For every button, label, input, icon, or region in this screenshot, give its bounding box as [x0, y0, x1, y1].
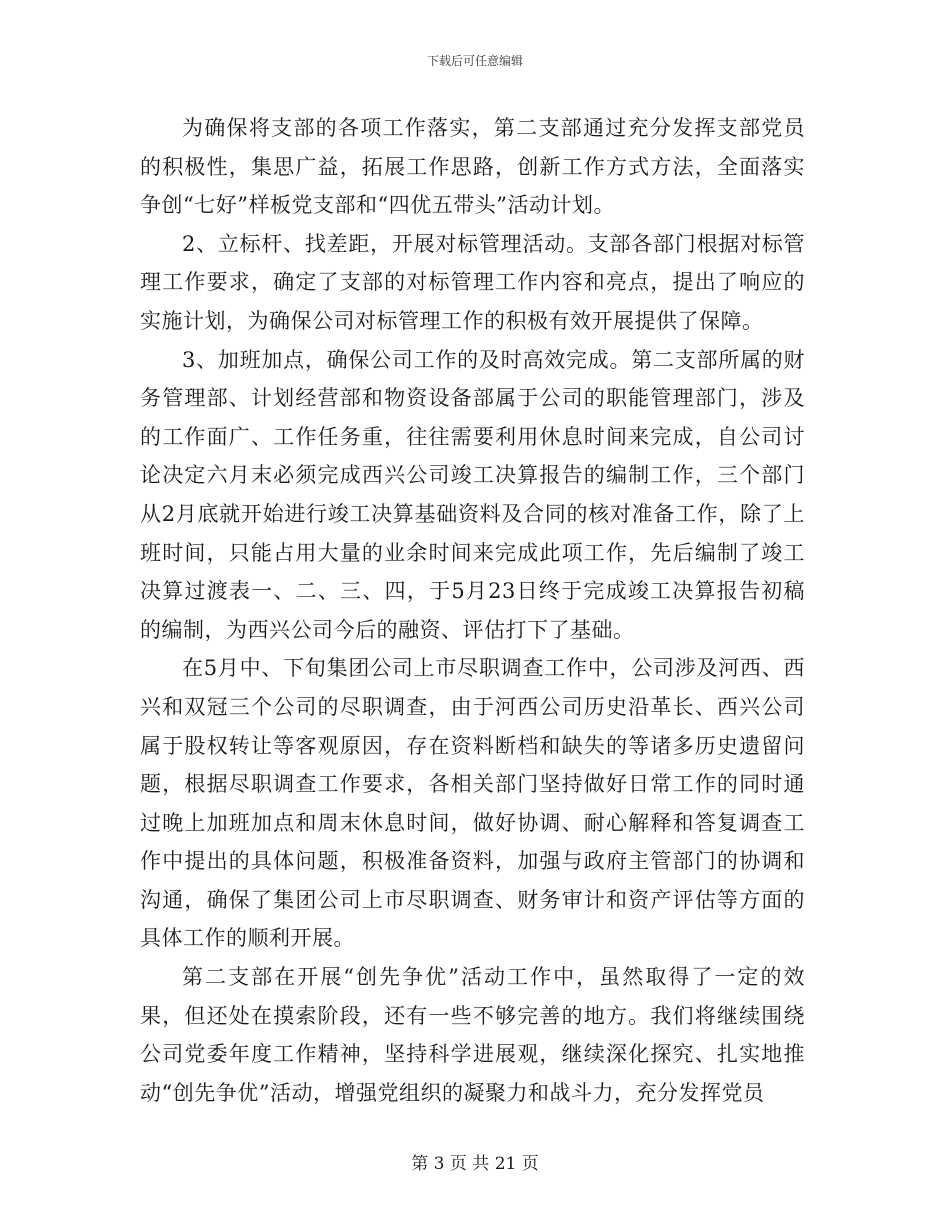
- paragraph-5: 第二支部在开展“创先争优”活动工作中，虽然取得了一定的效果，但还处在摸索阶段，还有一些不够完善的地方。我们将继续围绕公司党委年度工作精神，坚持科学进展观，继续深化探究、扎实地推动“创先争优”活动，增强党组织的凝聚力和战斗力，充分发挥党员: [140, 965, 805, 1105]
- page-header: 下载后可任意编辑: [426, 54, 523, 68]
- paragraph-2: 2、立标杆、找差距，开展对标管理活动。支部各部门根据对标管理工作要求，确定了支部的对标管理工作内容和亮点，提出了响应的实施计划，为确保公司对标管理工作的积极有效开展提供了保障。: [140, 231, 805, 333]
- document-body: [140, 109, 805, 1112]
- paragraph-1: 为确保将支部的各项工作落实，第二支部通过充分发挥支部党员的积极性，集思广益，拓展工作思路，创新工作方式方法，全面落实争创“七好”样板党支部和“四优五带头”活动计划。: [140, 116, 805, 218]
- paragraph-4: 在5月中、下旬集团公司上市尽职调查工作中，公司涉及河西、西兴和双冠三个公司的尽职调查，由于河西公司历史沿革长、西兴公司属于股权转让等客观原因，存在资料断档和缺失的等诸多历史遗留问题，根据尽职调查工作要求，各相关部门坚持做好日常工作的同时通过晚上加班加点和周末休息时间，做好协调、耐心解释和答复调查工作中提出的具体问题，积极准备资料，加强与政府主管部门的协调和沟通，确保了集团公司上市尽职调查、财务审计和资产评估等方面的具体工作的顺利开展。: [140, 656, 805, 951]
- page-number-footer: 第 3 页 共 21 页: [411, 1154, 539, 1174]
- paragraph-3: 3、加班加点，确保公司工作的及时高效完成。第二支部所属的财务管理部、计划经营部和物资设备部属于公司的职能管理部门，涉及的工作面广、工作任务重，往往需要利用休息时间来完成，自公司讨论决定六月末必须完成西兴公司竣工决算报告的编制工作，三个部门从2月底就开始进行竣工决算基础资料及合同的核对准备工作，除了上班时间，只能占用大量的业余时间来完成此项工作，先后编制了竣工决算过渡表一、二、三、四，于5月23日终于完成竣工决算报告初稿的编制，为西兴公司今后的融资、评估打下了基础。: [140, 347, 805, 642]
